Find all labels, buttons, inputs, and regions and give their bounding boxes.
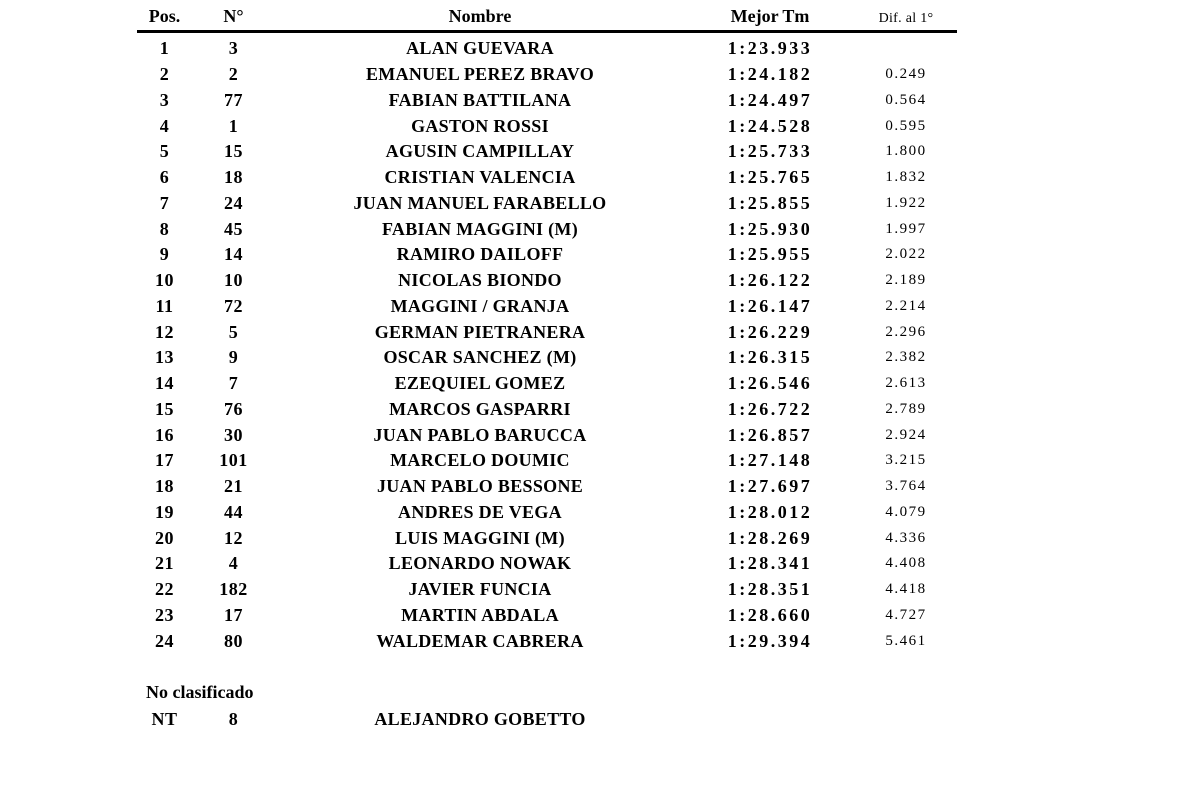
row-car-number: 77: [224, 89, 243, 110]
row-gap-to-first: 0.595: [885, 117, 927, 134]
row-gap-to-first: 2.382: [885, 349, 927, 366]
row-driver-name: RAMIRO DAILOFF: [396, 244, 564, 265]
row-position: 5: [159, 141, 170, 162]
row-best-time: 1:25.733: [727, 141, 813, 162]
row-best-time: 1:28.341: [727, 553, 813, 574]
row-best-time: 1:25.855: [727, 192, 813, 213]
row-car-number: 21: [224, 476, 243, 497]
row-driver-name: AGUSIN CAMPILLAY: [385, 141, 575, 162]
table-row: [137, 139, 957, 165]
table-row: [137, 474, 957, 500]
row-car-number: 9: [228, 347, 239, 368]
row-position: 18: [155, 476, 174, 497]
row-gap-to-first: 3.215: [885, 452, 927, 469]
table-row: [137, 191, 957, 217]
col-header-position: Pos.: [148, 6, 181, 26]
table-row: [137, 448, 957, 474]
row-driver-name: ALEJANDRO GOBETTO: [374, 709, 586, 730]
row-driver-name: NICOLAS BIONDO: [398, 270, 562, 291]
row-driver-name: ALAN GUEVARA: [406, 38, 554, 59]
table-row: [137, 268, 957, 294]
row-best-time: 1:28.660: [727, 604, 813, 625]
table-row: [137, 36, 957, 62]
row-driver-name: GERMAN PIETRANERA: [374, 321, 586, 342]
row-car-number: 30: [224, 424, 243, 445]
row-position: 19: [155, 501, 174, 522]
row-best-time: 1:23.933: [727, 38, 813, 59]
row-car-number: 1: [228, 115, 239, 136]
row-driver-name: OSCAR SANCHEZ (M): [383, 347, 577, 368]
row-best-time: 1:24.528: [727, 115, 813, 136]
table-row: [137, 500, 957, 526]
row-position: 7: [159, 192, 170, 213]
row-gap-to-first: 2.924: [885, 426, 927, 443]
table-row: [137, 707, 957, 733]
row-gap-to-first: 1.922: [885, 194, 927, 211]
row-car-number: 24: [224, 192, 243, 213]
row-car-number: 76: [224, 398, 243, 419]
row-position: 6: [159, 167, 170, 188]
row-position: 3: [159, 89, 170, 110]
row-position: NT: [151, 709, 178, 730]
row-best-time: 1:26.122: [727, 270, 813, 291]
row-position: 4: [159, 115, 170, 136]
row-driver-name: MARCOS GASPARRI: [389, 398, 571, 419]
row-position: 21: [155, 553, 174, 574]
table-row: [137, 242, 957, 268]
table-row: [137, 551, 957, 577]
row-gap-to-first: 1.800: [885, 143, 927, 160]
table-row: [137, 88, 957, 114]
row-car-number: 14: [224, 244, 243, 265]
row-gap-to-first: 2.613: [885, 375, 927, 392]
row-position: 13: [155, 347, 174, 368]
row-driver-name: JUAN PABLO BARUCCA: [373, 424, 587, 445]
row-car-number: 45: [224, 218, 243, 239]
row-best-time: 1:26.147: [727, 295, 813, 316]
row-position: 23: [155, 604, 174, 625]
row-position: 22: [155, 579, 174, 600]
row-position: 1: [159, 38, 170, 59]
not-classified-label: No clasificado: [146, 682, 254, 702]
row-gap-to-first: 4.408: [885, 555, 927, 572]
row-position: 2: [159, 64, 170, 85]
row-best-time: 1:26.722: [727, 398, 813, 419]
table-row: [137, 397, 957, 423]
row-driver-name: ANDRES DE VEGA: [398, 501, 562, 522]
row-driver-name: JUAN MANUEL FARABELLO: [353, 192, 607, 213]
table-row: [137, 113, 957, 139]
row-car-number: 80: [224, 630, 243, 651]
row-best-time: 1:25.765: [727, 167, 813, 188]
col-header-driver-name: Nombre: [448, 6, 512, 26]
row-best-time: 1:26.546: [727, 373, 813, 394]
row-position: 8: [159, 218, 170, 239]
row-car-number: 72: [224, 295, 243, 316]
row-driver-name: MARTIN ABDALA: [401, 604, 559, 625]
row-car-number: 17: [224, 604, 243, 625]
row-gap-to-first: 2.189: [885, 272, 927, 289]
row-gap-to-first: 5.461: [885, 632, 927, 649]
table-row: [137, 294, 957, 320]
row-position: 14: [155, 373, 174, 394]
col-header-gap-to-first: Dif. al 1°: [878, 11, 934, 26]
row-gap-to-first: 4.336: [885, 529, 927, 546]
table-row: [137, 577, 957, 603]
table-row: [137, 216, 957, 242]
row-car-number: 7: [228, 373, 239, 394]
row-car-number: 182: [219, 579, 248, 600]
row-car-number: 15: [224, 141, 243, 162]
row-gap-to-first: 4.079: [885, 503, 927, 520]
row-driver-name: LEONARDO NOWAK: [388, 553, 572, 574]
unclassified-rows: [137, 707, 957, 733]
row-car-number: 12: [224, 527, 243, 548]
row-position: 20: [155, 527, 174, 548]
row-best-time: 1:28.269: [727, 527, 813, 548]
row-position: 10: [155, 270, 174, 291]
table-row: [137, 165, 957, 191]
row-best-time: 1:27.148: [727, 450, 813, 471]
row-car-number: 4: [228, 553, 239, 574]
row-best-time: 1:26.229: [727, 321, 813, 342]
row-driver-name: GASTON ROSSI: [411, 115, 549, 136]
row-gap-to-first: 4.727: [885, 606, 927, 623]
row-gap-to-first: 2.214: [885, 297, 927, 314]
table-row: [137, 345, 957, 371]
row-car-number: 101: [219, 450, 248, 471]
row-best-time: 1:26.857: [727, 424, 813, 445]
row-best-time: 1:26.315: [727, 347, 813, 368]
row-position: 9: [159, 244, 170, 265]
row-driver-name: JUAN PABLO BESSONE: [376, 476, 584, 497]
row-position: 15: [155, 398, 174, 419]
results-rows: [137, 36, 957, 654]
row-position: 17: [155, 450, 174, 471]
row-driver-name: MARCELO DOUMIC: [390, 450, 570, 471]
row-car-number: 8: [228, 709, 239, 730]
row-position: 11: [155, 295, 174, 316]
row-car-number: 5: [228, 321, 239, 342]
table-header-row: [137, 0, 957, 33]
table-row: [137, 525, 957, 551]
row-best-time: 1:24.497: [727, 89, 813, 110]
row-driver-name: LUIS MAGGINI (M): [395, 527, 565, 548]
row-driver-name: CRISTIAN VALENCIA: [384, 167, 576, 188]
row-car-number: 2: [228, 64, 239, 85]
row-driver-name: FABIAN MAGGINI (M): [381, 218, 579, 239]
row-best-time: 1:28.351: [727, 579, 813, 600]
row-best-time: 1:29.394: [727, 630, 813, 651]
row-car-number: 10: [224, 270, 243, 291]
table-row: [137, 371, 957, 397]
row-gap-to-first: 0.249: [885, 66, 927, 83]
row-position: 12: [155, 321, 174, 342]
row-gap-to-first: 2.789: [885, 400, 927, 417]
row-driver-name: JAVIER FUNCIA: [408, 579, 552, 600]
table-row: [137, 62, 957, 88]
row-driver-name: EMANUEL PEREZ BRAVO: [365, 64, 595, 85]
row-driver-name: EZEQUIEL GOMEZ: [394, 373, 566, 394]
row-gap-to-first: 3.764: [885, 478, 927, 495]
col-header-car-number: N°: [223, 6, 244, 26]
row-gap-to-first: 0.564: [885, 91, 927, 108]
row-best-time: 1:27.697: [727, 476, 813, 497]
row-best-time: 1:25.930: [727, 218, 813, 239]
row-gap-to-first: 4.418: [885, 581, 927, 598]
row-gap-to-first: 1.832: [885, 169, 927, 186]
row-position: 16: [155, 424, 174, 445]
row-driver-name: FABIAN BATTILANA: [388, 89, 572, 110]
row-car-number: 44: [224, 501, 243, 522]
row-car-number: 3: [228, 38, 239, 59]
col-header-best-time: Mejor Tm: [730, 6, 810, 26]
row-best-time: 1:25.955: [727, 244, 813, 265]
row-gap-to-first: 2.296: [885, 323, 927, 340]
table-row: [137, 603, 957, 629]
row-best-time: 1:24.182: [727, 64, 813, 85]
row-car-number: 18: [224, 167, 243, 188]
row-position: 24: [155, 630, 174, 651]
table-row: [137, 422, 957, 448]
classification-table: [137, 0, 957, 733]
row-best-time: 1:28.012: [727, 501, 813, 522]
row-driver-name: MAGGINI / GRANJA: [390, 295, 570, 316]
row-gap-to-first: 2.022: [885, 246, 927, 263]
row-driver-name: WALDEMAR CABRERA: [376, 630, 584, 651]
row-gap-to-first: 1.997: [885, 220, 927, 237]
table-row: [137, 628, 957, 654]
table-row: [137, 319, 957, 345]
